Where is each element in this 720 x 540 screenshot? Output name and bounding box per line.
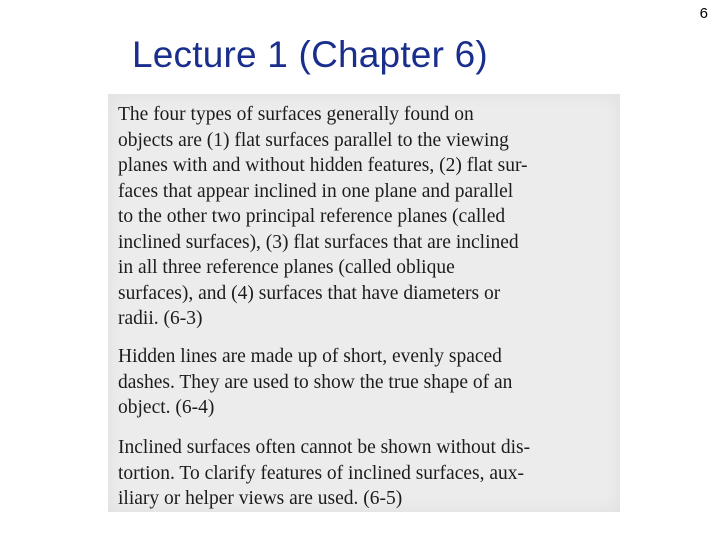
slide-number: 6 xyxy=(699,5,708,22)
text-line: objects are (1) flat surfaces parallel to the viewing xyxy=(118,129,509,151)
text-line: radii. (6-3) xyxy=(118,308,203,329)
text-line: Hidden lines are made up of short, evenly spaced xyxy=(118,346,502,367)
paragraph-inclined-surfaces xyxy=(118,435,608,512)
text-line: surfaces), and (4) surfaces that have diameters or xyxy=(118,282,501,304)
text-line: iliary or helper views are used. (6-5) xyxy=(118,488,403,509)
text-line: in all three reference planes (called oblique xyxy=(118,257,455,278)
paragraph-surface-types xyxy=(118,102,608,332)
text-line: The four types of surfaces generally found on xyxy=(118,104,474,125)
slide-title: Lecture 1 (Chapter 6) xyxy=(132,34,488,75)
text-line: tortion. To clarify features of inclined surfaces, aux- xyxy=(118,462,524,484)
paragraph-hidden-lines xyxy=(118,344,608,421)
text-line: to the other two principal reference planes (called xyxy=(118,206,506,227)
text-line: Inclined surfaces often cannot be shown without dis- xyxy=(118,437,531,458)
text-line: object. (6-4) xyxy=(118,397,215,418)
text-line: inclined surfaces), (3) flat surfaces that are inclined xyxy=(118,231,519,253)
text-line: planes with and without hidden features, (2) flat sur- xyxy=(118,155,528,176)
text-line: dashes. They are used to show the true shape of an xyxy=(118,371,513,393)
text-line: faces that appear inclined in one plane and parallel xyxy=(118,180,514,202)
